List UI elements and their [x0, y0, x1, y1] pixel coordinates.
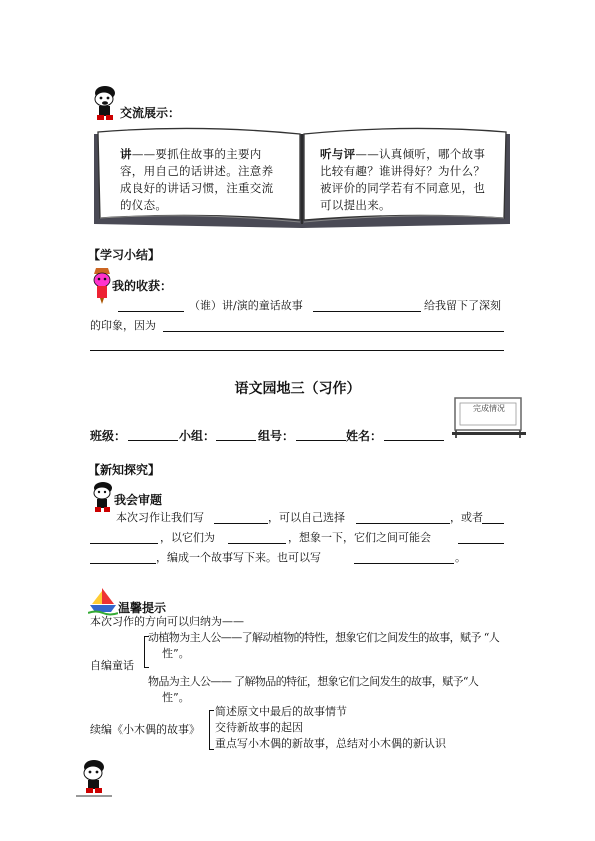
group-label: 小组：	[179, 429, 216, 443]
share-right-page	[320, 146, 492, 214]
share-right-text: ——认真倾听，哪个故事比较有趣？谁讲得好？为什么？被评价的同学若有不同意见，也可以提出来。	[320, 147, 486, 212]
group-no-field[interactable]	[296, 440, 346, 441]
explore-p2-a: ，以它们为	[160, 531, 215, 544]
explore-heading: 【新知探究】	[88, 463, 161, 477]
explore-p1-c: ，或者	[450, 511, 483, 524]
gain-heading: 我的收获：	[112, 279, 173, 293]
blank-choose[interactable]	[356, 523, 450, 524]
group-field[interactable]	[216, 440, 256, 441]
stamp-label: 完成情况	[473, 404, 505, 413]
blank-also-write[interactable]	[354, 563, 454, 564]
tips-heading: 温馨提示	[118, 601, 167, 615]
blank-reason-2[interactable]	[90, 350, 504, 351]
continue-label: 续编《小木偶的故事》	[90, 723, 200, 736]
blank-as-role[interactable]	[228, 543, 286, 544]
blank-or-cont[interactable]	[90, 543, 158, 544]
completion-stamp-board	[452, 394, 526, 440]
summary-line1-a: （谁）讲/演的童话故事	[189, 299, 303, 312]
share-left-page	[120, 146, 285, 214]
share-left-text: ——要抓住故事的主要内容，用自己的话讲述。注意养成良好的讲话习惯，注重交流的仪态。	[120, 147, 274, 212]
summary-line2-a: 的印象，因为	[90, 319, 156, 332]
explore-p3-b: 。	[455, 551, 466, 564]
continue-item: 重点写小木偶的新故事，总结对小木偶的新认识	[215, 737, 446, 750]
blank-story-name[interactable]	[313, 311, 421, 312]
continue-brace	[209, 710, 214, 750]
story-label: 自编童话	[90, 659, 134, 672]
explore-p2-b: ，想象一下，它们之间可能会	[288, 531, 431, 544]
blank-might-happen[interactable]	[458, 543, 504, 544]
name-label: 姓名：	[346, 429, 383, 443]
share-heading: 交流展示：	[120, 106, 181, 120]
summary-line1-b: 给我留下了深刻	[424, 299, 501, 312]
name-field[interactable]	[384, 440, 444, 441]
group-no-label: 组号：	[258, 429, 295, 443]
summary-heading: 【学习小结】	[88, 248, 161, 262]
explore-p1-b: ，可以自己选择	[268, 511, 345, 524]
blank-write-what[interactable]	[214, 523, 268, 524]
cartoon-dog-icon	[88, 84, 122, 124]
story-b1: 物品为主人公—— 了解物品的特征，想象它们之间发生的故事，赋予“人	[148, 675, 479, 688]
cartoon-dog-icon	[76, 758, 112, 798]
explore-p1-a: 本次习作让我们写	[116, 511, 204, 524]
share-right-title: 听与评	[320, 147, 356, 161]
tips-intro: 本次习作的方向可以归纳为——	[90, 615, 244, 628]
story-a1: 动植物为主人公——了解动植物的特性，想象它们之间发生的故事，赋予 “人	[148, 631, 500, 644]
blank-or[interactable]	[482, 523, 504, 524]
review-heading: 我会审题	[114, 493, 163, 507]
continue-item: 简述原文中最后的故事情节	[215, 705, 347, 718]
class-field[interactable]	[128, 440, 178, 441]
story-b2: 性”。	[162, 691, 190, 704]
blank-reason[interactable]	[163, 331, 504, 332]
section-title: 语文园地三（习作）	[234, 381, 361, 397]
story-a2: 性”。	[162, 647, 190, 660]
blank-happen-cont[interactable]	[90, 563, 156, 564]
continue-item: 交待新故事的起因	[215, 721, 303, 734]
share-left-title: 讲	[120, 147, 132, 161]
sailing-ship-icon	[88, 586, 118, 616]
explore-p3-a: ，编成一个故事写下来。也可以写	[156, 551, 321, 564]
class-label: 班级：	[90, 429, 127, 443]
blank-who[interactable]	[118, 311, 184, 312]
